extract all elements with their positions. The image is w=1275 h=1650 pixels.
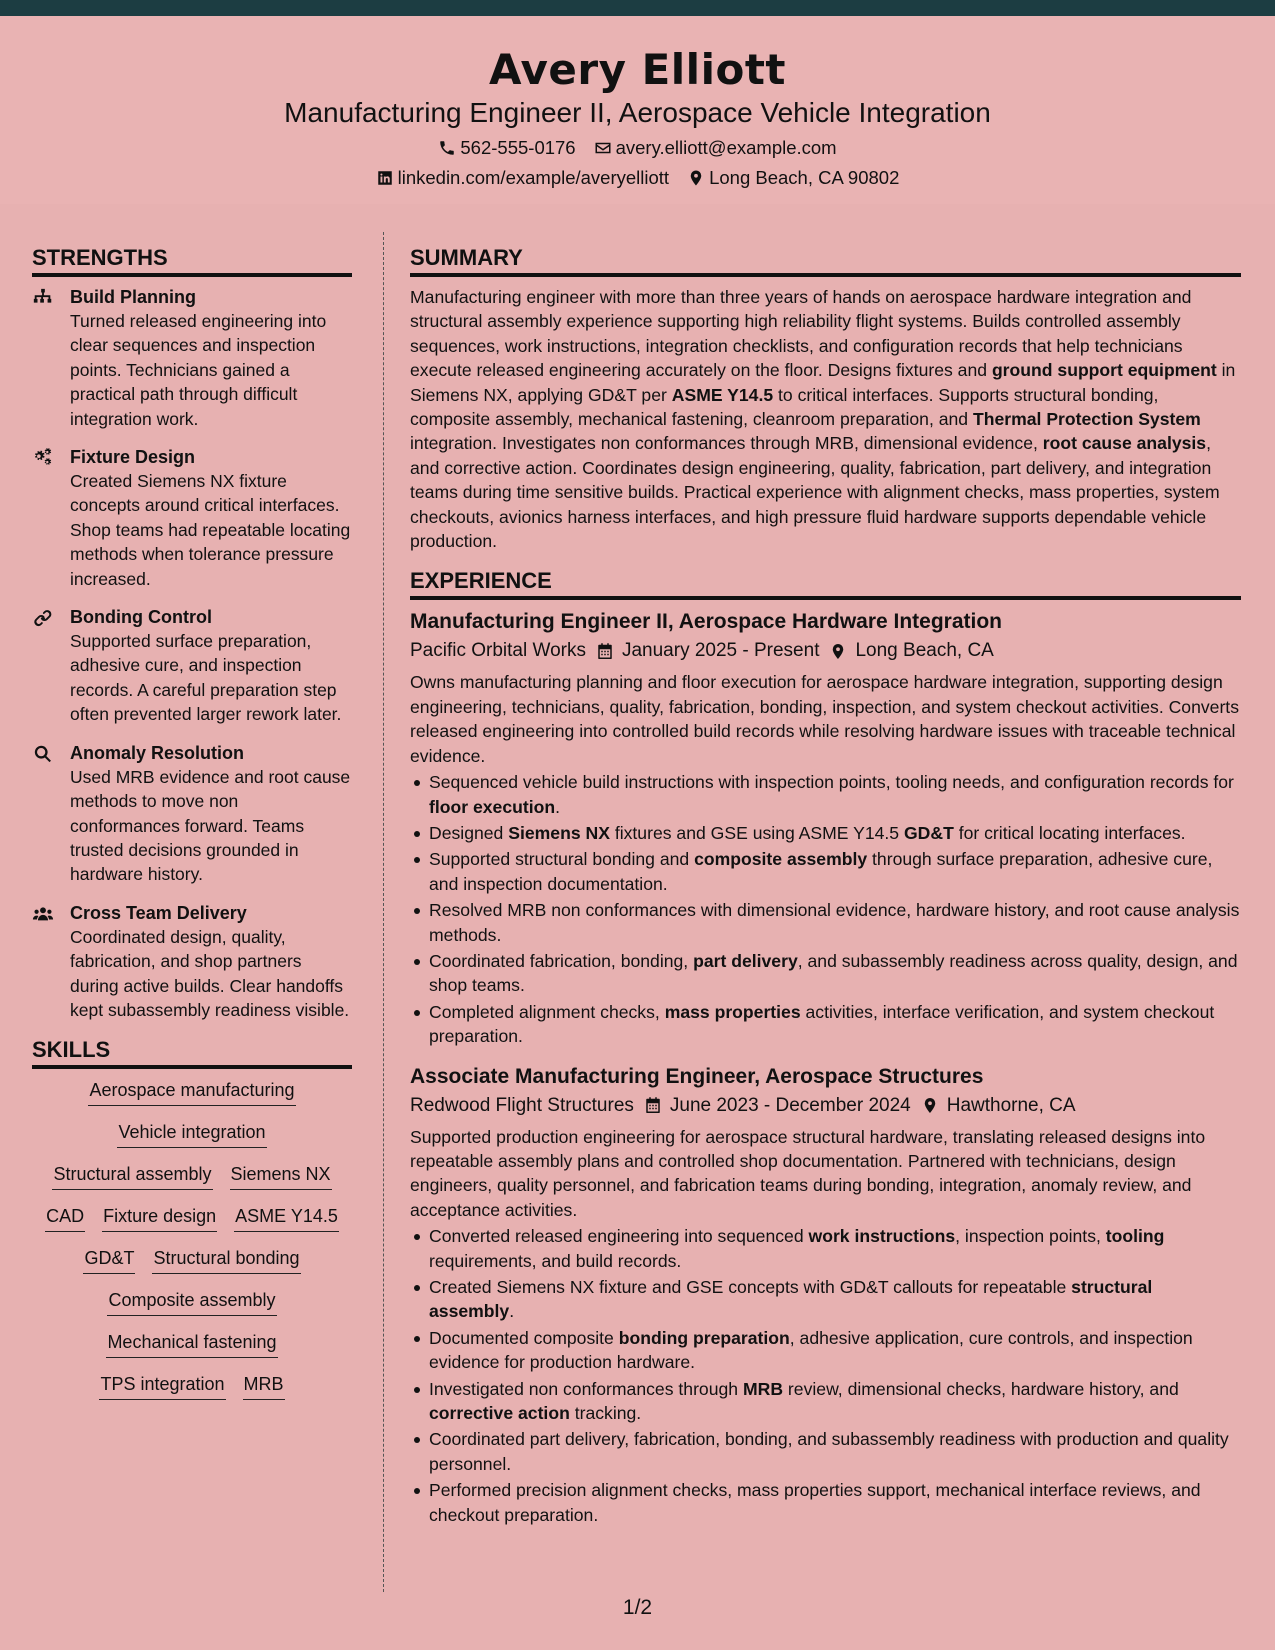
- bullet-item: Converted released engineering into sequenced work instructions, inspection points, tooling requirements, and build records.: [410, 1224, 1241, 1273]
- strength-title: Bonding Control: [70, 607, 212, 628]
- strengths-heading: STRENGTHS: [32, 244, 352, 277]
- column-divider: [383, 232, 384, 1592]
- bullet-item: Coordinated part delivery, fabrication, bonding, and subassembly readiness with production and quality personnel.: [410, 1427, 1241, 1476]
- bullet-item: Resolved MRB non conformances with dimensional evidence, hardware history, and root cause analysis methods.: [410, 898, 1241, 947]
- skill-tag: Siemens NX: [230, 1163, 332, 1190]
- phone-icon: [438, 139, 456, 157]
- sitemap-icon: [32, 287, 54, 309]
- right-column: [410, 244, 1241, 1537]
- bullet-item: Supported structural bonding and composite assembly through surface preparation, adhesive cure, and inspection documentation.: [410, 847, 1241, 896]
- map-pin-icon: [829, 642, 847, 661]
- top-accent-bar: [0, 0, 1275, 16]
- strength-title: Fixture Design: [70, 447, 196, 468]
- strength-item: [32, 741, 352, 887]
- skill-tag: CAD: [45, 1205, 85, 1232]
- link-icon: [32, 607, 54, 629]
- page-number: 1/2: [622, 1596, 653, 1619]
- job-meta: [410, 1091, 1241, 1121]
- strength-desc: Turned released engineering into clear sequences and inspection points. Technicians gained a practical path through difficult integration work.: [70, 311, 327, 429]
- bullet-item: Investigated non conformances through MRB review, dimensional checks, hardware history, and corrective action tracking.: [410, 1377, 1241, 1426]
- strength-title: Anomaly Resolution: [70, 742, 245, 763]
- experience-heading: EXPERIENCE: [410, 567, 1241, 600]
- skill-tag: MRB: [243, 1373, 285, 1400]
- job-title: Manufacturing Engineer II, Aerospace Hardware Integration: [410, 610, 1003, 634]
- skill-tag: Fixture design: [102, 1205, 217, 1232]
- strength-title: Cross Team Delivery: [70, 902, 247, 923]
- calendar-icon: [644, 1096, 662, 1115]
- linkedin-icon: [376, 169, 394, 187]
- skill-tag: Structural assembly: [52, 1163, 212, 1190]
- strength-item: [32, 445, 352, 591]
- strength-item: [32, 605, 352, 727]
- summary-text: Manufacturing engineer with more than three years of hands on aerospace hardware integration and structural assembly experience supporting high reliability flight systems. Builds controlled assembly sequences, work instructions, integration checklists, and configuration records that help technicians execute released engineering accurately on the floor. Designs fixtures and ground support equipment in Siemens NX, applying GD&T per ASME Y14.5 to critical interfaces. Supports structural bonding, composite assembly, mechanical fastening, cleanroom preparation, and Thermal Protection System integration. Investigates non conformances through MRB, dimensional evidence, root cause analysis, and corrective action. Coordinates design engineering, quality, fabrication, part delivery, and integration teams during time sensitive builds. Practical experience with alignment checks, mass properties, system checkouts, avionics harness interfaces, and high pressure fluid hardware supports dependable vehicle production.: [410, 287, 1236, 552]
- map-pin-icon: [921, 1096, 939, 1115]
- job-dates: June 2023 - December 2024: [669, 1094, 911, 1116]
- phone-text: 562-555-0176: [460, 137, 576, 158]
- candidate-name: Avery Elliott: [489, 45, 786, 94]
- job-bullets: [410, 1224, 1241, 1527]
- skill-tag: Composite assembly: [107, 1289, 276, 1316]
- left-column: [32, 244, 352, 1415]
- location-contact: [687, 166, 899, 190]
- skills-list: [32, 1079, 352, 1400]
- location-text: Long Beach, CA 90802: [709, 167, 900, 188]
- job-company: Pacific Orbital Works: [410, 640, 586, 662]
- email-contact[interactable]: [594, 136, 837, 160]
- job-meta: [410, 636, 1241, 666]
- envelope-icon: [594, 139, 612, 157]
- job-company: Redwood Flight Structures: [410, 1094, 634, 1116]
- contact-row-1: [0, 136, 1275, 160]
- skill-tag: Vehicle integration: [117, 1121, 266, 1148]
- bullet-item: Coordinated fabrication, bonding, part delivery, and subassembly readiness across quality, design, and shop teams.: [410, 949, 1241, 998]
- strength-desc: Coordinated design, quality, fabrication, and shop partners during active builds. Clear handoffs kept subassembly readiness visible.: [70, 926, 350, 1020]
- job-bullets: [410, 770, 1241, 1048]
- job-location: Long Beach, CA: [855, 640, 994, 662]
- bullet-item: Documented composite bonding preparation, adhesive application, cure controls, and inspection evidence for production hardware.: [410, 1326, 1241, 1375]
- bullet-item: Performed precision alignment checks, mass properties support, mechanical interface reviews, and checkout preparation.: [410, 1478, 1241, 1527]
- skill-tag: Structural bonding: [152, 1247, 300, 1274]
- job-dates: January 2025 - Present: [621, 640, 820, 662]
- job-location: Hawthorne, CA: [946, 1094, 1076, 1116]
- strength-desc: Supported surface preparation, adhesive cure, and inspection records. A careful preparation step often prevented larger rework later.: [70, 631, 342, 725]
- job-entry: [410, 608, 1241, 1048]
- contact-row-2: [0, 166, 1275, 190]
- job-description: Supported production engineering for aerospace structural hardware, translating released designs into repeatable assembly plans and controlled shop documentation. Partnered with technicians, design engineers, quality personnel, and fabrication teams during bonding, integration, anomaly review, and acceptance activities.: [410, 1126, 1206, 1220]
- skill-tag: Aerospace manufacturing: [88, 1079, 295, 1106]
- resume-header: [0, 16, 1275, 204]
- gears-icon: [32, 447, 54, 469]
- skill-tag: GD&T: [83, 1247, 135, 1274]
- users-icon: [32, 903, 54, 925]
- email-text: avery.elliott@example.com: [615, 137, 837, 158]
- job-description: Owns manufacturing planning and floor execution for aerospace hardware integration, supporting design engineering, technicians, quality, fabrication, bonding, inspection, and system checkout activities. Converts released engineering into controlled build records while resolving hardware issues with traceable technical evidence.: [410, 672, 1239, 766]
- strength-desc: Used MRB evidence and root cause methods to move non conformances forward. Teams trusted decisions grounded in hardware history.: [70, 766, 351, 885]
- strength-desc: Created Siemens NX fixture concepts around critical interfaces. Shop teams had repeatable locating methods when tolerance pressure increased.: [70, 471, 351, 589]
- job-entry: [410, 1063, 1241, 1528]
- map-pin-icon: [687, 169, 705, 187]
- job-title: Associate Manufacturing Engineer, Aerospace Structures: [410, 1064, 984, 1088]
- bullet-item: Designed Siemens NX fixtures and GSE using ASME Y14.5 GD&T for critical locating interfaces.: [410, 821, 1241, 845]
- search-icon: [32, 743, 54, 765]
- skill-tag: TPS integration: [99, 1373, 225, 1400]
- linkedin-text: linkedin.com/example/averyelliott: [397, 167, 670, 188]
- skill-tag: Mechanical fastening: [106, 1331, 277, 1358]
- skill-tag: ASME Y14.5: [234, 1205, 339, 1232]
- candidate-title: Manufacturing Engineer II, Aerospace Vehicle Integration: [284, 97, 991, 128]
- bullet-item: Completed alignment checks, mass properties activities, interface verification, and system checkout preparation.: [410, 1000, 1241, 1049]
- strength-item: [32, 285, 352, 431]
- bullet-item: Created Siemens NX fixture and GSE concepts with GD&T callouts for repeatable structural assembly.: [410, 1275, 1241, 1324]
- skills-heading: SKILLS: [32, 1036, 352, 1069]
- phone-contact[interactable]: [438, 136, 575, 160]
- calendar-icon: [596, 642, 614, 661]
- linkedin-contact[interactable]: [376, 166, 669, 190]
- bullet-item: Sequenced vehicle build instructions with inspection points, tooling needs, and configuration records for floor execution.: [410, 770, 1241, 819]
- summary-heading: SUMMARY: [410, 244, 1241, 277]
- strength-title: Build Planning: [70, 287, 196, 307]
- strength-item: [32, 901, 352, 1023]
